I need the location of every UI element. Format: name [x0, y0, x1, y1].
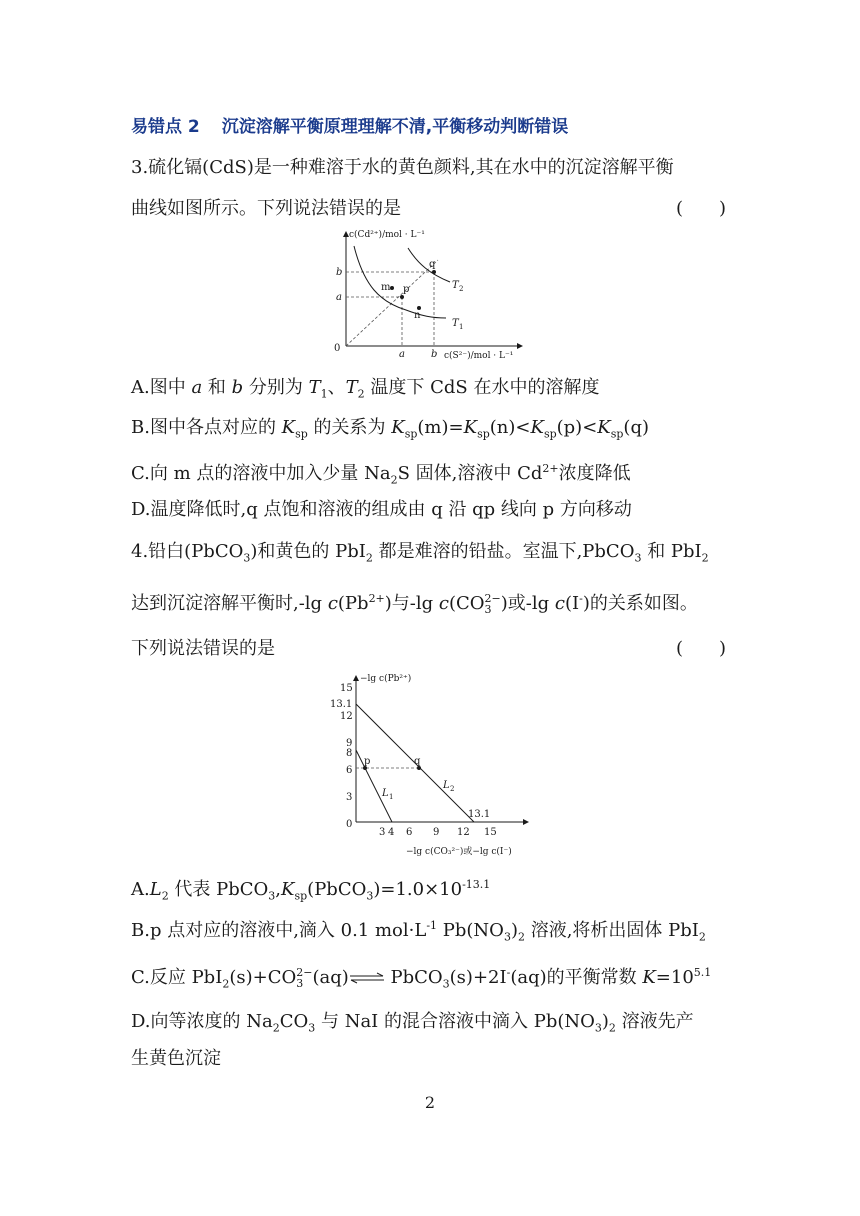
- q3-tick-b-x: b: [431, 349, 438, 360]
- q4-option-d-line1[interactable]: D.向等浓度的 $Na_2CO_3$ 与 NaI 的混合溶液中滴入 $Pb(NO_3)_2$ 溶液先产: [131, 1011, 694, 1035]
- heading-title: 沉淀溶解平衡原理理解不清,平衡移动判断错误: [221, 117, 569, 137]
- q4-label-l2: L: [443, 780, 450, 791]
- q3-label-t2: T: [452, 280, 459, 291]
- q4-figure: [326, 668, 536, 864]
- q4-option-a[interactable]: $A.L_2$ 代表 $PbCO_3,K_{sp}(PbCO_3)=1.0\times 10^{-13.1}$: [131, 878, 491, 903]
- q3-label-t1: T: [452, 318, 459, 329]
- q3-point-q: [432, 270, 436, 274]
- q3-stem-line1: 3.硫化镉(CdS)是一种难溶于水的黄色颜料,其在水中的沉淀溶解平衡: [131, 157, 674, 178]
- q4-ytick-12: 12: [340, 711, 353, 722]
- q4-ytick-0: 0: [346, 819, 353, 830]
- q4-ytick-3: 3: [346, 792, 353, 803]
- q4-lines-chart: [326, 668, 536, 860]
- q3-solubility-chart: [330, 224, 530, 364]
- heading-tag: 易错点 2: [131, 117, 200, 137]
- q3-option-d[interactable]: D.温度降低时,q 点饱和溶液的组成由 q 沿 qp 线向 p 方向移动: [131, 499, 632, 520]
- q4-stem-line1: 4.铅白(PbCO$_3$)和黄色的 PbI$_2$ 都是难溶的铅盐。室温下,PbCO$_3$ 和 PbI$_2$: [131, 541, 709, 565]
- q4-stem-line2: 达到沉淀溶解平衡时,-lg $c(Pb^{2+})$与-lg c(CO 2− 3 )或-lg c(I-)的关系如图。: [131, 592, 698, 616]
- q3-label-t1-sub: 1: [459, 323, 464, 331]
- q4-option-c[interactable]: C.反应 PbI$_2$(s)+CO 2− 3 (aq) PbCO$_3$(s)+2I-(aq)的平衡常数 $K=10^{5.1}$: [131, 966, 712, 991]
- q3-tick-a-x: a: [399, 349, 405, 360]
- q4-xtick-9: 9: [433, 827, 440, 838]
- q4-label-q: q: [414, 756, 421, 767]
- q4-ytick-13-1: 13.1: [330, 699, 353, 710]
- q4-xtick-6: 6: [406, 827, 413, 838]
- q3-option-c[interactable]: C.向 m 点的溶液中加入少量 $Na_2S$ 固体,溶液中 $Cd^{2+}$浓度降低: [131, 462, 631, 487]
- q3-answer-paren: ( ): [676, 198, 727, 219]
- q4-xtick-15: 15: [484, 827, 497, 838]
- q3-point-p: [400, 295, 404, 299]
- q3-tick-a-y: a: [336, 292, 342, 303]
- q3-diagonal: [346, 260, 438, 346]
- section-heading: [131, 114, 568, 140]
- q3-label-m: m: [381, 282, 391, 293]
- page-number: 2: [424, 1093, 436, 1112]
- q4-ytick-8: 8: [346, 748, 353, 759]
- q4-stem-line3: 下列说法错误的是: [131, 638, 275, 659]
- q3-label-t2-sub: 2: [459, 285, 464, 293]
- q4-ytick-6: 6: [346, 765, 353, 776]
- q3-curve-t1: [354, 246, 446, 318]
- q3-option-b[interactable]: B.图中各点对应的 $K_{sp}$ 的关系为 $K_{sp}(m)=K_{sp}(n)<K_{sp}(p)<K_{sp}(q)$: [131, 417, 649, 441]
- q4-label-13-1: 13.1: [468, 809, 491, 820]
- q3-point-m: [390, 286, 394, 290]
- equilibrium-arrow-icon: [349, 972, 385, 984]
- q3-label-q: q: [429, 259, 436, 270]
- q4-line-l1: [356, 750, 392, 822]
- q4-x-axis-label: −lg c(CO₃²⁻)或−lg c(I⁻): [406, 847, 512, 857]
- q4-label-l2-sub: 2: [450, 785, 455, 793]
- q4-label-l1-sub: 1: [389, 793, 394, 801]
- q3-stem-line2: 曲线如图所示。下列说法错误的是: [131, 198, 401, 219]
- q4-y-axis-label: −lg c(Pb²⁺): [360, 674, 412, 684]
- q3-x-axis-label: c(S²⁻)/mol · L⁻¹: [444, 351, 514, 361]
- q3-figure: [330, 224, 530, 368]
- q4-xtick-12: 12: [457, 827, 470, 838]
- q3-option-a[interactable]: A.图中 a 和 b 分别为 $T_1$、$T_2$ 温度下 CdS 在水中的溶解度: [131, 377, 600, 401]
- q3-label-n: n: [414, 310, 421, 321]
- q4-xtick-4: 4: [388, 827, 395, 838]
- q4-option-d-line2[interactable]: 生黄色沉淀: [131, 1048, 221, 1069]
- q4-answer-paren: ( ): [676, 638, 727, 659]
- q3-y-axis-label: c(Cd²⁺)/mol · L⁻¹: [349, 230, 425, 240]
- q4-label-l1: L: [382, 788, 389, 799]
- q4-ytick-9: 9: [346, 738, 353, 749]
- q3-label-p: p: [403, 284, 410, 295]
- q4-option-b[interactable]: B.p 点对应的溶液中,滴入 0.1 $mol\cdot L^{-1}$ $Pb(NO_3)_2$ 溶液,将析出固体 PbI$_2$: [131, 919, 706, 944]
- q4-label-p: p: [364, 756, 371, 767]
- q4-ytick-15: 15: [340, 683, 353, 694]
- q4-xtick-3: 3: [379, 827, 386, 838]
- q3-origin: 0: [334, 343, 341, 354]
- q3-tick-b-y: b: [336, 267, 343, 278]
